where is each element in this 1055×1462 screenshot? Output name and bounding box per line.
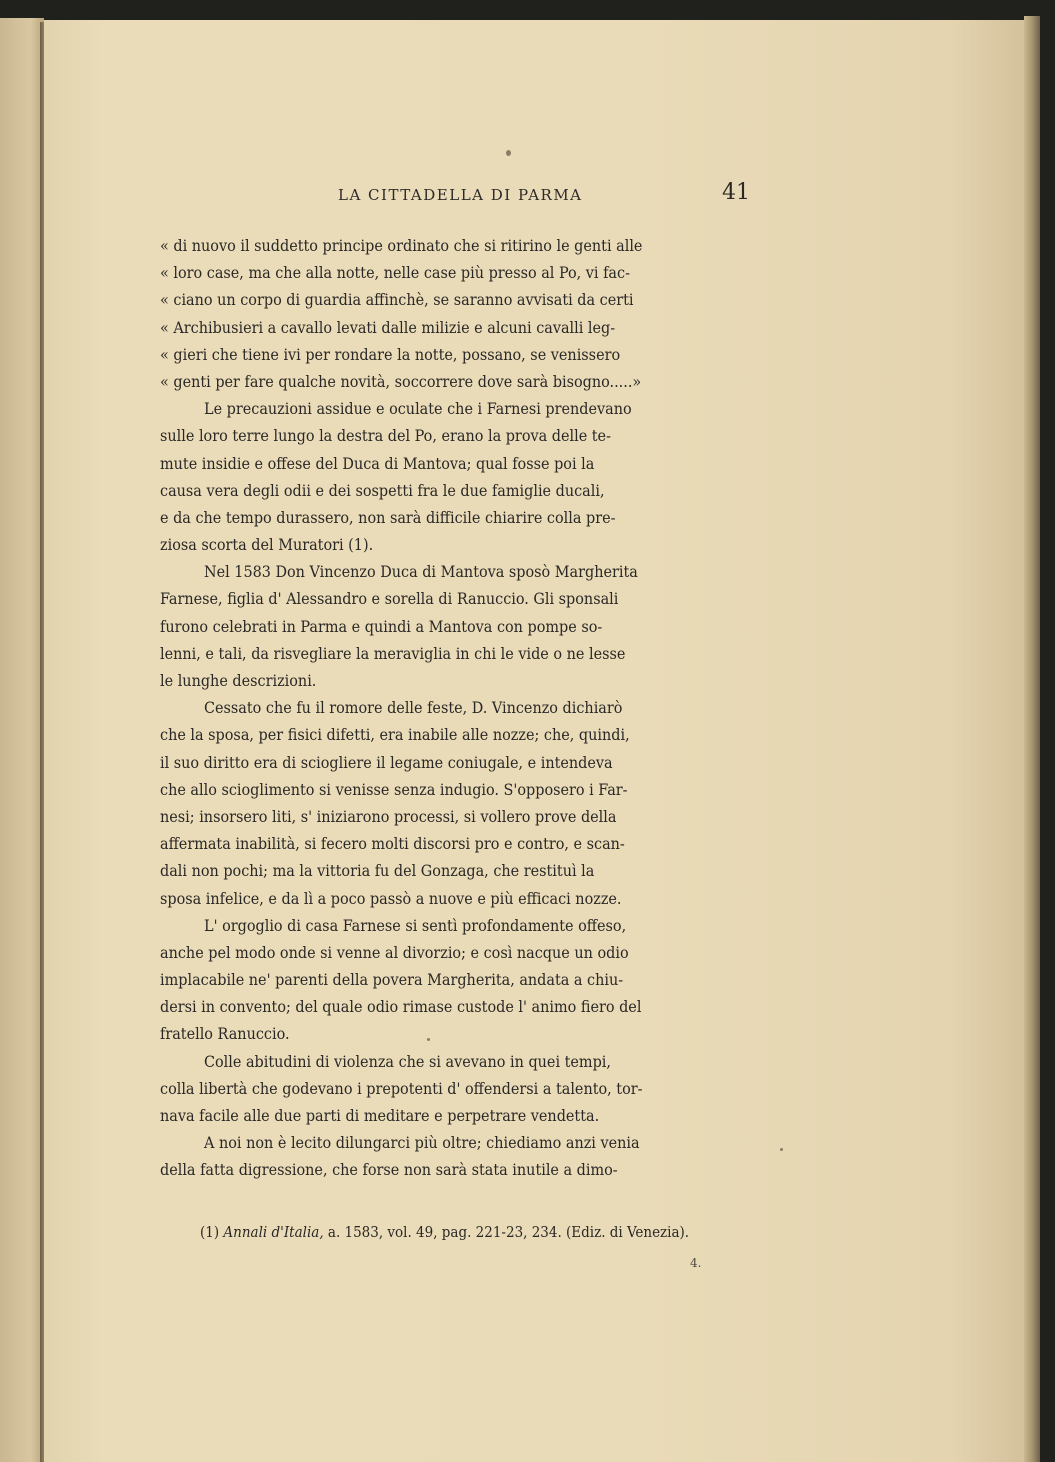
text-line: che allo scioglimento si venisse senza indugio. S'opposero i Far- — [160, 779, 628, 799]
text-line: dersi in convento; del quale odio rimase custode l' animo fiero del — [160, 997, 642, 1017]
paragraph-start-line: Le precauzioni assidue e oculate che i Farnesi prendevano — [204, 399, 632, 419]
text-line: nava facile alle due parti di meditare e perpetrare vendetta. — [160, 1106, 600, 1125]
footnote-details: a. 1583, vol. 49, pag. 221-23, 234. (Ediz. di Venezia). — [327, 1223, 690, 1241]
paragraph-start-line: Colle abitudini di violenza che si avevano in quei tempi, — [204, 1051, 611, 1071]
text-line: furono celebrati in Parma e quindi a Mantova con pompe so- — [160, 616, 603, 636]
body-text — [160, 232, 756, 1184]
text-line: della fatta digressione, che forse non sarà stata inutile a dimo- — [160, 1160, 618, 1180]
running-title: LA CITTADELLA DI PARMA — [338, 186, 583, 204]
paper-speck — [780, 1148, 783, 1151]
paragraph-start-line: L' orgoglio di casa Farnese si sentì profondamente offeso, — [204, 915, 627, 935]
running-header — [338, 180, 758, 216]
text-line: implacabile ne' parenti della povera Margherita, andata a chiu- — [160, 970, 624, 990]
text-line: lenni, e tali, da risvegliare la meraviglia in chi le vide o ne lesse — [160, 643, 626, 663]
text-line: colla libertà che godevano i prepotenti d' offendersi a talento, tor- — [160, 1078, 643, 1098]
text-line: « loro case, ma che alla notte, nelle case più presso al Po, vi fac- — [160, 263, 630, 283]
text-line: e da che tempo durassero, non sarà difficile chiarire colla pre- — [160, 507, 616, 527]
text-line: sulle loro terre lungo la destra del Po, erano la prova delle te- — [160, 426, 611, 446]
text-line: « di nuovo il suddetto principe ordinato che si ritirino le genti alle — [160, 236, 643, 255]
footnote-source-title: Annali d'Italia, — [223, 1223, 324, 1241]
page-number: 41 — [722, 180, 750, 205]
text-line: mute insidie e offese del Duca di Mantova; qual fosse poi la — [160, 453, 595, 473]
right-page-edge — [1024, 16, 1040, 1462]
text-line: « Archibusieri a cavallo levati dalle milizie e alcuni cavalli leg- — [160, 317, 616, 337]
text-line: « gieri che tiene ivi per rondare la notte, possano, se venissero — [160, 344, 621, 364]
footnote-marker: (1) — [200, 1223, 220, 1241]
text-line: affermata inabilità, si fecero molti discorsi pro e contro, e scan- — [160, 834, 625, 854]
text-line: che la sposa, per fisici difetti, era inabile alle nozze; che, quindi, — [160, 725, 630, 745]
text-line: fratello Ranuccio. — [160, 1024, 290, 1044]
paragraph-start-line: Nel 1583 Don Vincenzo Duca di Mantova sposò Margherita — [204, 562, 638, 582]
text-line: causa vera degli odii e dei sospetti fra le due famiglie ducali, — [160, 480, 605, 500]
text-line: anche pel modo onde si venne al divorzio; e così nacque un odio — [160, 942, 629, 962]
footnote — [200, 1223, 760, 1241]
text-line: il suo diritto era di sciogliere il legame coniugale, e intendeva — [160, 752, 613, 772]
text-line: « ciano un corpo di guardia affinchè, se saranno avvisati da certi — [160, 290, 634, 310]
paragraph-start-line: Cessato che fu il romore delle feste, D. Vincenzo dichiarò — [204, 698, 623, 718]
left-page-edge — [0, 18, 44, 1462]
text-line: dali non pochi; ma la vittoria fu del Gonzaga, che restituì la — [160, 861, 595, 881]
text-line: Farnese, figlia d' Alessandro e sorella di Ranuccio. Gli sponsali — [160, 589, 619, 609]
text-line: ziosa scorta del Muratori (1). — [160, 535, 374, 555]
text-line: le lunghe descrizioni. — [160, 671, 317, 690]
paragraph-start-line: A noi non è lecito dilungarci più oltre; chiediamo anzi venia — [204, 1133, 640, 1153]
text-line: « genti per fare qualche novità, soccorrere dove sarà bisogno.....» — [160, 371, 642, 391]
signature-mark: 4. — [690, 1256, 702, 1270]
text-line: sposa infelice, e da lì a poco passò a nuove e più efficaci nozze. — [160, 888, 622, 908]
text-line: nesi; insorsero liti, s' iniziarono processi, si vollero prove della — [160, 806, 617, 826]
paper-speck — [506, 150, 511, 156]
